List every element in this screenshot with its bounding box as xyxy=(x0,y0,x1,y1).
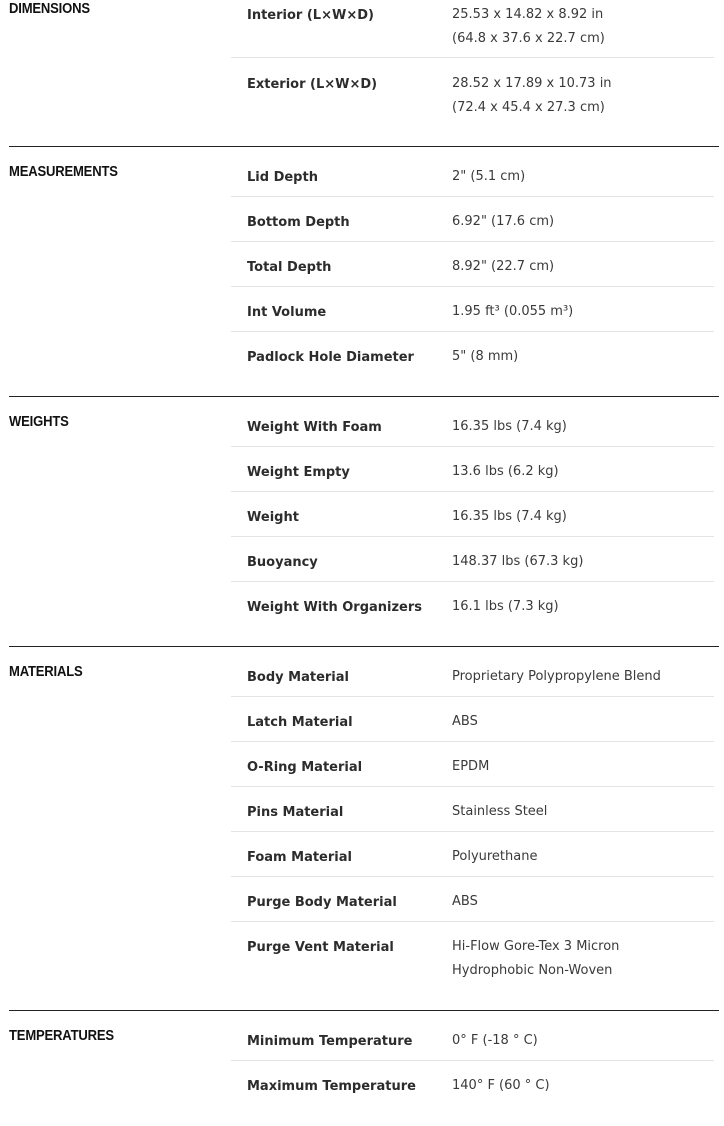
spec-label: Weight With Organizers xyxy=(247,600,423,615)
spec-value: 140° F (60 ° C) xyxy=(452,1078,550,1093)
section-title: MEASUREMENTS xyxy=(9,164,118,180)
section-divider xyxy=(9,646,719,647)
section-title: TEMPERATURES xyxy=(9,1028,114,1044)
spec-row-weight-empty xyxy=(231,447,714,492)
spec-row-body-material xyxy=(231,652,714,697)
spec-label: Padlock Hole Diameter xyxy=(247,350,414,365)
spec-label: Weight xyxy=(247,510,299,525)
spec-row-lid-depth xyxy=(231,152,714,197)
spec-row-weight-with-organizers xyxy=(231,582,714,645)
spec-row-weight xyxy=(231,492,714,537)
spec-row-total-depth xyxy=(231,242,714,287)
spec-row-bottom-depth xyxy=(231,197,714,242)
spec-value: 148.37 lbs (67.3 kg) xyxy=(452,554,584,569)
spec-label: Latch Material xyxy=(247,715,353,730)
measurements-rows xyxy=(231,152,714,395)
spec-row-purge-body-material xyxy=(231,877,714,922)
spec-row-buoyancy xyxy=(231,537,714,582)
spec-label: Total Depth xyxy=(247,260,332,275)
spec-value: Hi-Flow Gore-Tex 3 Micron Hydrophobic Non-Woven xyxy=(452,939,620,978)
spec-value: 0° F (-18 ° C) xyxy=(452,1033,538,1048)
spec-label: Pins Material xyxy=(247,805,344,820)
spec-value: EPDM xyxy=(452,759,490,774)
spec-label: Body Material xyxy=(247,670,349,685)
section-title: MATERIALS xyxy=(9,664,83,680)
spec-value: Proprietary Polypropylene Blend xyxy=(452,669,661,684)
spec-row-interior xyxy=(231,0,714,58)
spec-row-minimum-temperature xyxy=(231,1016,714,1061)
section-title: WEIGHTS xyxy=(9,414,69,430)
spec-value: Polyurethane xyxy=(452,849,538,864)
section-divider xyxy=(9,396,719,397)
spec-row-purge-vent-material xyxy=(231,922,714,1010)
spec-label: Exterior (L×W×D) xyxy=(247,77,378,92)
dimensions-rows xyxy=(231,0,714,146)
weights-rows xyxy=(231,402,714,645)
spec-label: Int Volume xyxy=(247,305,327,320)
spec-value: 16.1 lbs (7.3 kg) xyxy=(452,599,559,614)
spec-label: Maximum Temperature xyxy=(247,1079,416,1094)
spec-value: 1.95 ft³ (0.055 m³) xyxy=(452,304,574,319)
spec-label: Foam Material xyxy=(247,850,352,865)
spec-row-latch-material xyxy=(231,697,714,742)
spec-label: Lid Depth xyxy=(247,170,318,185)
spec-row-foam-material xyxy=(231,832,714,877)
spec-label: Buoyancy xyxy=(247,555,318,570)
spec-value: 8.92" (22.7 cm) xyxy=(452,259,555,274)
spec-row-oring-material xyxy=(231,742,714,787)
spec-value: Stainless Steel xyxy=(452,804,548,819)
spec-value: 13.6 lbs (6.2 kg) xyxy=(452,464,559,479)
spec-value: 25.53 x 14.82 x 8.92 in (64.8 x 37.6 x 22.7 cm) xyxy=(452,7,605,46)
spec-value: 16.35 lbs (7.4 kg) xyxy=(452,509,567,524)
materials-rows xyxy=(231,652,714,1010)
section-divider xyxy=(9,1010,719,1011)
spec-value: 16.35 lbs (7.4 kg) xyxy=(452,419,567,434)
spec-label: O-Ring Material xyxy=(247,760,363,775)
spec-label: Weight Empty xyxy=(247,465,350,480)
spec-row-pins-material xyxy=(231,787,714,832)
spec-label: Bottom Depth xyxy=(247,215,350,230)
spec-label: Interior (L×W×D) xyxy=(247,8,374,23)
spec-value: ABS xyxy=(452,714,478,729)
spec-row-int-volume xyxy=(231,287,714,332)
spec-value: 28.52 x 17.89 x 10.73 in (72.4 x 45.4 x 27.3 cm) xyxy=(452,76,612,115)
spec-row-weight-with-foam xyxy=(231,402,714,447)
spec-value: 5" (8 mm) xyxy=(452,349,519,364)
spec-label: Weight With Foam xyxy=(247,420,382,435)
spec-value: ABS xyxy=(452,894,478,909)
spec-row-maximum-temperature xyxy=(231,1061,714,1111)
spec-row-exterior xyxy=(231,58,714,146)
temperatures-rows xyxy=(231,1016,714,1111)
spec-row-padlock-hole xyxy=(231,332,714,395)
spec-label: Purge Vent Material xyxy=(247,940,394,955)
spec-value: 6.92" (17.6 cm) xyxy=(452,214,555,229)
spec-value: 2" (5.1 cm) xyxy=(452,169,526,184)
spec-label: Minimum Temperature xyxy=(247,1034,413,1049)
section-title: DIMENSIONS xyxy=(9,1,90,17)
section-divider xyxy=(9,146,719,147)
spec-label: Purge Body Material xyxy=(247,895,397,910)
